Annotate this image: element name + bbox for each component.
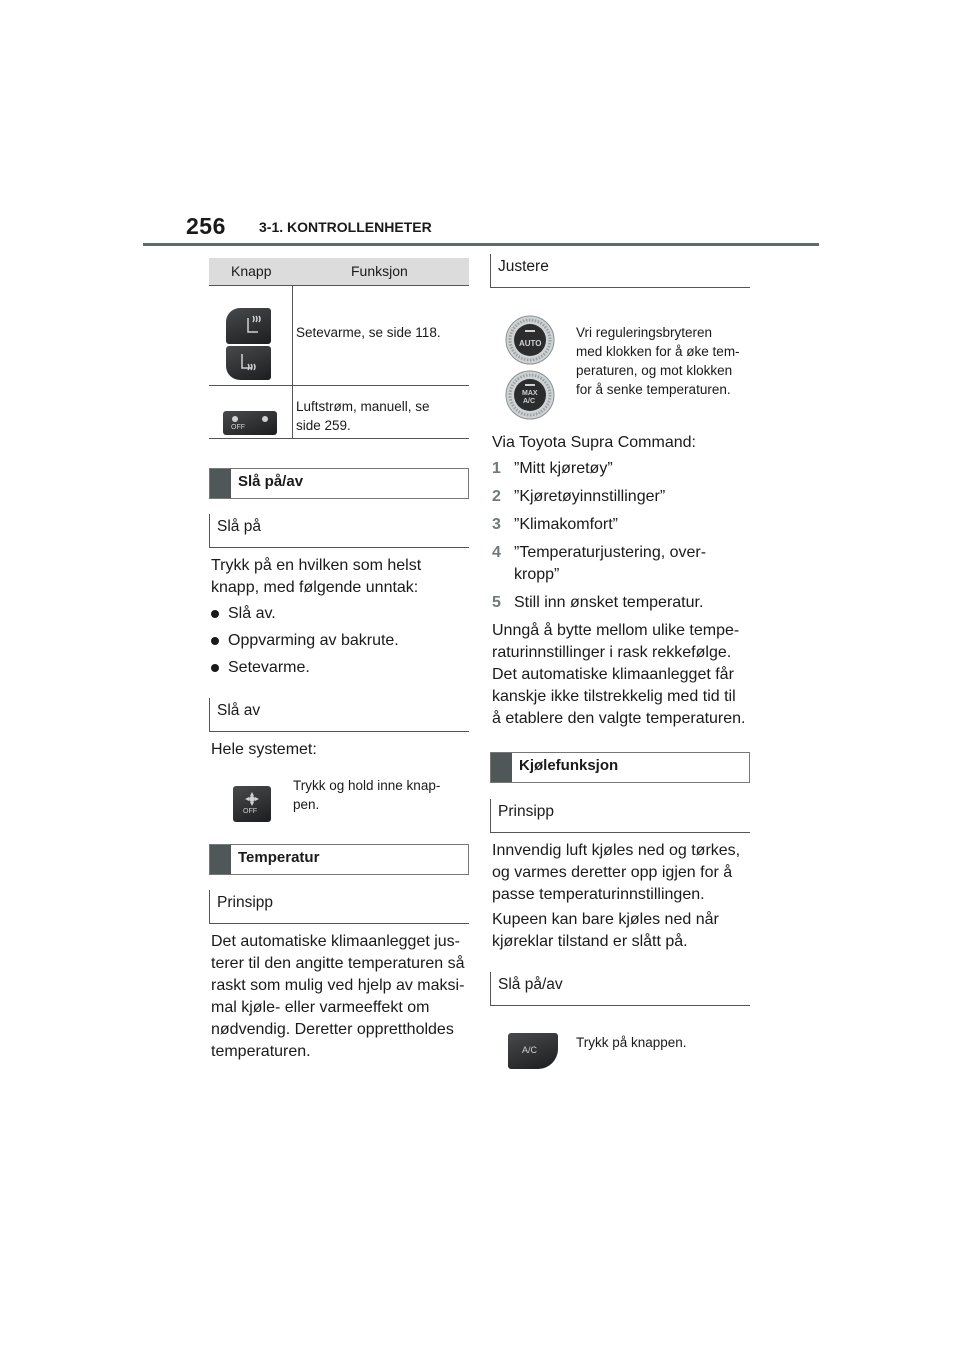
table-row-seat-heat: Setevarme, se side 118.	[296, 325, 441, 340]
paragraph-unnga-line: å etablere den valgte temperaturen.	[492, 710, 746, 727]
step-text: ”Klimakomfort”	[514, 516, 619, 533]
max-ac-knob-image	[505, 370, 555, 420]
table-divider	[292, 286, 293, 438]
band-label: Kjølefunksjon	[519, 757, 619, 774]
off-button-image	[233, 786, 271, 822]
paragraph-trykk-1: Trykk på en hvilken som helst	[211, 557, 422, 574]
page-number: 256	[186, 213, 226, 239]
step-number: 3	[492, 516, 501, 533]
table-row-line	[209, 385, 469, 386]
bullet-item: Oppvarming av bakrute.	[228, 630, 399, 652]
band-bar	[210, 845, 231, 874]
ac-text: Trykk på knappen.	[576, 1035, 687, 1050]
step-text-cont: kropp”	[514, 566, 560, 583]
section-band-temperatur	[209, 844, 469, 875]
vri-text-line: for å senke temperaturen.	[576, 382, 731, 397]
off-label: OFF	[243, 808, 257, 815]
step-text: ”Temperaturjustering, over-	[514, 544, 707, 561]
paragraph-trykk-2: knapp, med følgende unntak:	[211, 579, 419, 596]
subheading-sla-pa-av	[490, 972, 750, 1006]
chapter-title: 3-1. KONTROLLENHETER	[259, 219, 432, 235]
band-bar	[210, 469, 231, 498]
subheading-sla-av	[209, 698, 469, 732]
step-number: 4	[492, 544, 501, 561]
paragraph-unnga-line: Unngå å bytte mellom ulike tempe-	[492, 622, 740, 639]
step-text: Still inn ønsket temperatur.	[514, 594, 704, 611]
subheading-label: Prinsipp	[217, 894, 273, 911]
paragraph-auto-line: mal kjøle- eller varmeeffekt om	[211, 999, 430, 1016]
seat-heat-button-image	[226, 308, 271, 344]
step-number: 2	[492, 488, 501, 505]
vri-text-line: peraturen, og mot klokken	[576, 363, 733, 378]
band-bar	[491, 753, 512, 782]
ac-label: A/C	[522, 1045, 538, 1055]
paragraph-auto-line: temperaturen.	[211, 1043, 311, 1060]
paragraph-innvendig-line: Innvendig luft kjøles ned og tørkes,	[492, 842, 741, 859]
paragraph-unnga-line: Det automatiske klimaanlegget får	[492, 666, 734, 683]
max-label: MAX	[522, 390, 538, 397]
ac-label: A/C	[523, 398, 536, 405]
section-band-sla-pa-av	[209, 468, 469, 499]
table-row-airflow-1: Luftstrøm, manuell, se	[296, 399, 430, 414]
ac-button-image	[508, 1033, 558, 1069]
off-label: OFF	[231, 424, 245, 431]
section-band-kjolefunksjon	[490, 752, 750, 783]
paragraph-kupeen-line: Kupeen kan bare kjøles ned når	[492, 911, 719, 928]
subheading-prinsipp	[209, 890, 469, 924]
paragraph-innvendig-line: og varmes deretter opp igjen for å	[492, 864, 733, 881]
fan-icon	[231, 413, 271, 425]
bullet-item: Slå av.	[228, 603, 276, 625]
vri-text-line: med klokken for å øke tem-	[576, 344, 740, 359]
table-header	[209, 258, 469, 286]
subheading-label: Justere	[498, 258, 549, 275]
paragraph-innvendig-line: passe temperaturinnstillingen.	[492, 886, 705, 903]
subheading-label: Slå på	[217, 518, 261, 535]
step-number: 5	[492, 594, 501, 611]
paragraph-unnga-line: raturinnstillinger i rask rekkefølge.	[492, 644, 732, 661]
step-text: ”Mitt kjøretøy”	[514, 460, 613, 477]
seat-heat-icon	[226, 346, 271, 380]
band-label: Temperatur	[238, 849, 320, 866]
airflow-button-image	[223, 411, 277, 435]
paragraph-auto-line: nødvendig. Deretter opprettholdes	[211, 1021, 454, 1038]
seat-heat-button-image-2	[226, 346, 271, 380]
subheading-label: Slå av	[217, 702, 261, 719]
step-number: 1	[492, 460, 501, 477]
auto-label: AUTO	[519, 339, 542, 348]
paragraph-auto-line: raskt som mulig ved hjelp av maksi-	[211, 977, 465, 994]
bullet-item: Setevarme.	[228, 657, 310, 679]
paragraph-hele: Hele systemet:	[211, 741, 317, 758]
paragraph-kupeen-line: kjøreklar tilstand er slått på.	[492, 933, 688, 950]
subheading-sla-pa	[209, 514, 469, 548]
col-knapp: Knapp	[231, 263, 272, 279]
via-command: Via Toyota Supra Command:	[492, 434, 696, 451]
paragraph-auto-line: Det automatiske klimaanlegget jus-	[211, 933, 461, 950]
auto-knob-image	[505, 315, 555, 365]
hold-text-2: pen.	[293, 797, 320, 812]
hold-text-1: Trykk og hold inne knap-	[293, 778, 441, 793]
col-funksjon: Funksjon	[351, 263, 408, 279]
vri-text-line: Vri reguleringsbryteren	[576, 325, 713, 340]
subheading-prinsipp	[490, 799, 750, 833]
subheading-justere	[490, 254, 750, 288]
subheading-label: Slå på/av	[498, 976, 563, 993]
seat-heat-icon	[226, 308, 271, 344]
fan-icon	[245, 792, 259, 806]
paragraph-auto-line: terer til den angitte temperaturen så	[211, 955, 465, 972]
subheading-label: Prinsipp	[498, 803, 554, 820]
header-rule	[143, 243, 819, 246]
table-bottom-line	[209, 438, 469, 439]
table-row-airflow-2: side 259.	[296, 418, 351, 433]
band-label: Slå på/av	[238, 473, 304, 490]
paragraph-unnga-line: kanskje ikke tilstrekkelig med tid til	[492, 688, 736, 705]
step-text: ”Kjøretøyinnstillinger”	[514, 488, 666, 505]
